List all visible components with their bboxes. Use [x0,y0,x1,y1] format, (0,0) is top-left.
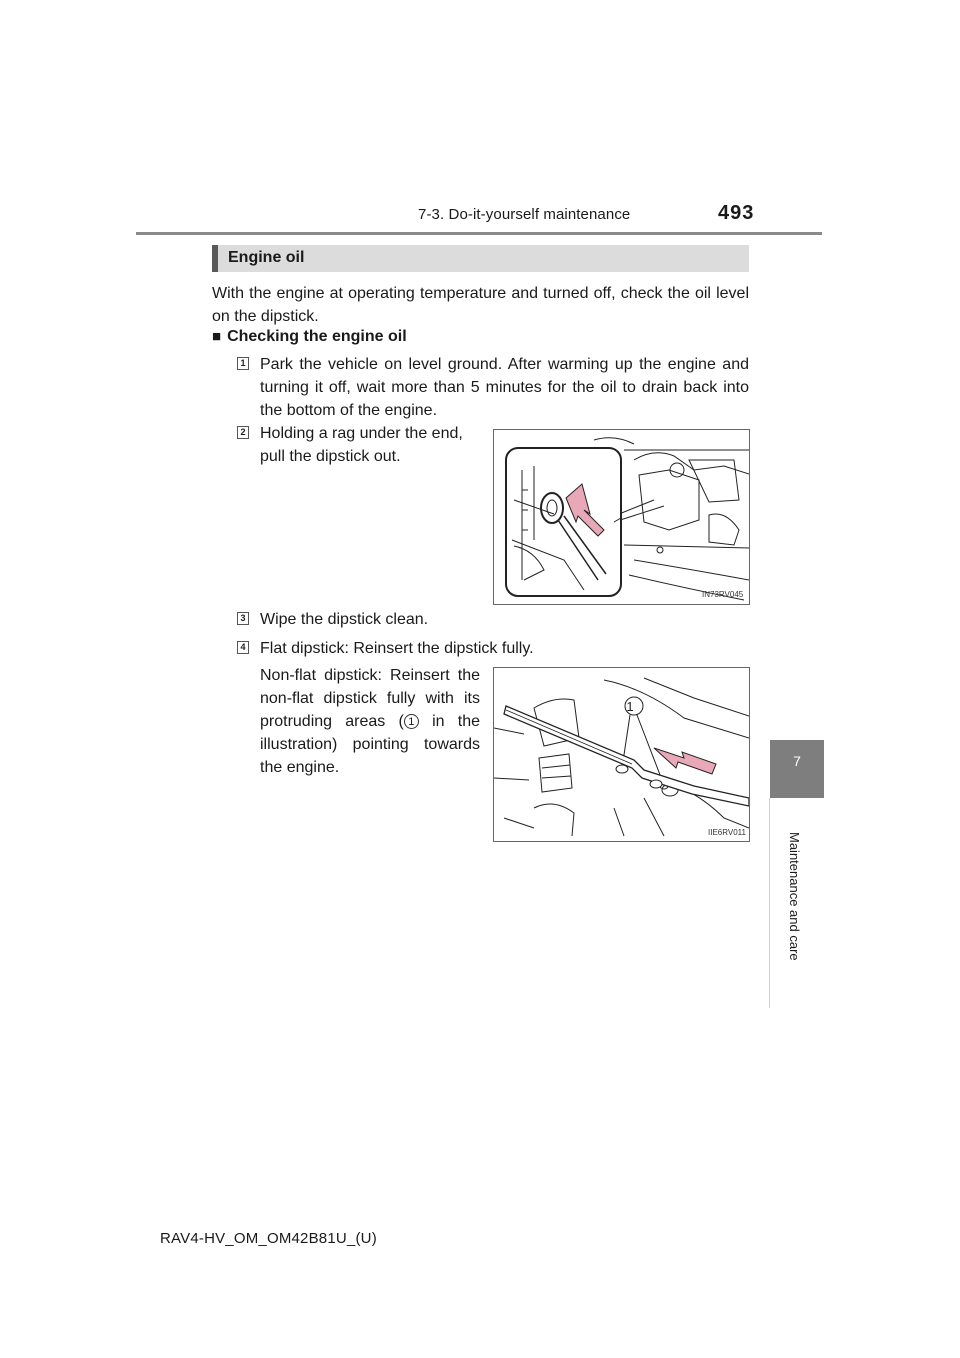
square-bullet-icon: ■ [212,328,222,345]
sub-heading [212,328,407,346]
dipstick-reinsert-illustration [494,668,749,841]
chapter-tab-number: 7 [793,753,801,769]
section-title: Engine oil [228,249,305,266]
figure-1-code: IN73RV045 [702,590,744,599]
step-4-non-flat-text-end: in the illustration) pointing towards the engine. [260,713,480,776]
chapter-tab [770,740,824,798]
figure-2-callout-label: 1 [626,699,634,714]
sub-heading-text: Checking the engine oil [227,328,407,345]
engine-bay-dipstick-pull-illustration [494,430,749,604]
page-number: 493 [718,202,755,224]
figure-2-code: IIE6RV011 [708,828,746,837]
step-3-text: Wipe the dipstick clean. [260,611,429,628]
figure-dipstick-reinsert [493,667,750,842]
step-1-text: Park the vehicle on level ground. After warming up the engine and turning it off, wait more than 5 minutes for the oil to drain back into the bottom of the engine. [260,356,749,419]
step-4-text: Flat dipstick: Reinsert the dipstick fully. [260,640,534,657]
chapter-tab-title: Maintenance and care [787,832,802,961]
header-section-title: 7-3. Do-it-yourself maintenance [418,206,631,223]
chapter-tab-divider [769,798,770,1008]
step-4-non-flat-text [260,664,480,779]
step-3-badge: 3 [237,612,249,625]
step-1-badge: 1 [237,357,249,370]
step-2-text: Holding a rag under the end, pull the dipstick out. [260,425,463,465]
step-4-badge: 4 [237,641,249,654]
callout-1-icon: 1 [404,714,419,729]
footer-document-id: RAV4-HV_OM_OM42B81U_(U) [160,1230,377,1247]
header-divider [136,232,822,235]
figure-dipstick-pull [493,429,750,605]
section-intro: With the engine at operating temperature and turned off, check the oil level on the dipstick. [212,285,749,325]
step-4-non-flat-text-start: Non-flat dipstick: Reinsert the non-flat dipstick fully with its protruding areas ( [260,667,480,730]
step-2-badge: 2 [237,426,249,439]
